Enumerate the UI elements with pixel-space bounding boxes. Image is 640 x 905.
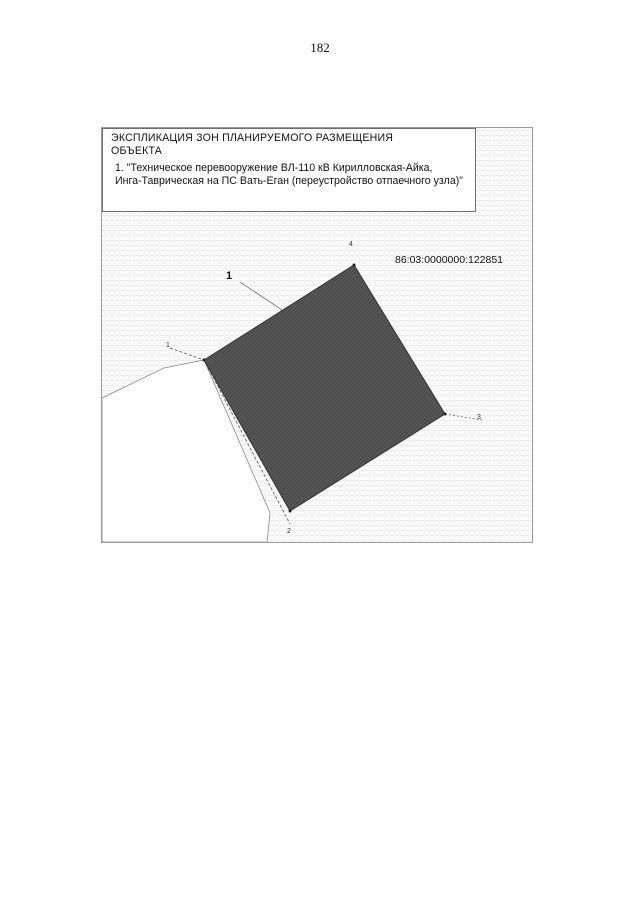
point-label-2: 2 — [287, 528, 291, 535]
legend-box — [102, 128, 476, 212]
vertex-marker-1 — [203, 359, 206, 362]
parcel-number: 86:03:0000000:122851 — [395, 254, 504, 266]
legend-title-line2: ОБЪЕКТА — [111, 145, 163, 157]
point-label-1: 1 — [166, 342, 170, 349]
vertex-marker-2 — [289, 510, 292, 513]
point-label-4: 4 — [349, 241, 353, 248]
point-label-3: 3 — [477, 414, 481, 421]
zone-label: 1 — [226, 270, 233, 282]
legend-title-line1: ЭКСПЛИКАЦИЯ ЗОН ПЛАНИРУЕМОГО РАЗМЕЩЕНИЯ — [111, 132, 394, 144]
legend-item-line1: 1. "Техническое перевооружение ВЛ-110 кВ Кирилловская-Айка, — [115, 162, 433, 174]
page-number: 182 — [310, 40, 330, 55]
vertex-marker-4 — [353, 264, 356, 267]
legend-item-line2: Инга-Тавричеcкая на ПС Вать-Еган (переустройство отпаечного узла)" — [115, 175, 464, 187]
map-frame — [101, 127, 533, 543]
vertex-marker-3 — [444, 413, 447, 416]
legend-title — [111, 132, 467, 158]
legend-item-1 — [111, 162, 467, 188]
